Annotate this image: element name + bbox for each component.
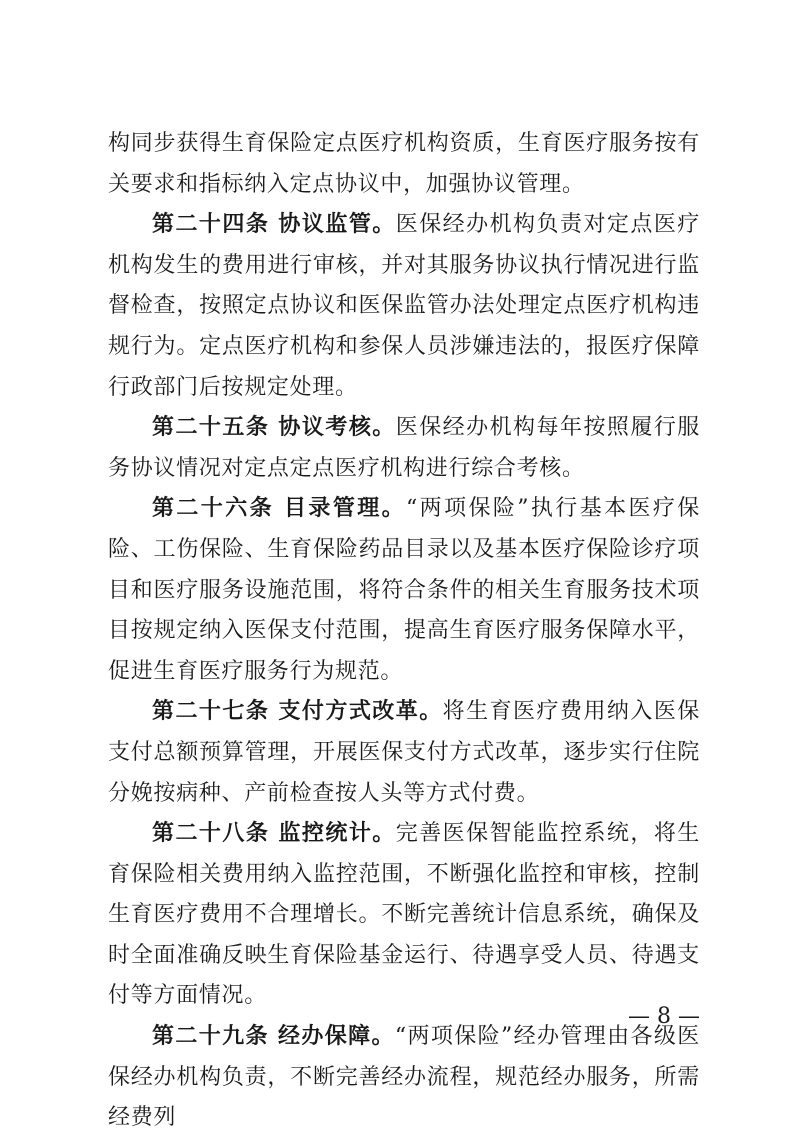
- article-28-heading: 第二十八条 监控统计。: [152, 821, 396, 847]
- article-25-text: 医保经办机构每年按照履行服务协议情况对定点定点医疗机构进行综合考核。: [108, 415, 700, 481]
- article-27-heading: 第二十七条 支付方式改革。: [152, 699, 443, 725]
- article-27-text: 将生育医疗费用纳入医保支付总额预算管理，开展医保支付方式改革，逐步实行住院分娩按病种、产前检查按人头等方式付费。: [108, 699, 700, 806]
- article-29-text: “两项保险”经办管理由各级医保经办机构负责，不断完善经办流程，规范经办服务，所需经费列: [108, 1024, 700, 1131]
- article-27-paragraph: [108, 692, 700, 814]
- article-26-text: “两项保险”执行基本医疗保险、工伤保险、生育保险药品目录以及基本医疗保险诊疗项目和医疗服务设施范围，将符合条件的相关生育服务技术项目按规定纳入医保支付范围，提高生育医疗服务保障水平，促进生育医疗服务行为规范。: [108, 496, 700, 684]
- article-29-paragraph: [108, 1017, 700, 1139]
- article-26-paragraph: [108, 489, 700, 692]
- article-26-heading: 第二十六条 目录管理。: [152, 496, 407, 522]
- article-25-heading: 第二十五条 协议考核。: [152, 415, 396, 441]
- paragraph-continuation: [108, 124, 700, 205]
- article-28-paragraph: [108, 814, 700, 1017]
- article-25-paragraph: [108, 408, 700, 489]
- paragraph-text: 构同步获得生育保险定点医疗机构资质，生育医疗服务按有关要求和指标纳入定点协议中，加强协议管理。: [108, 131, 700, 197]
- article-24-heading: 第二十四条 协议监管。: [152, 212, 396, 238]
- article-24-paragraph: [108, 205, 700, 408]
- page-number: — 8 —: [628, 1004, 700, 1029]
- article-28-text: 完善医保智能监控系统，将生育保险相关费用纳入监控范围，不断强化监控和审核，控制生育医疗费用不合理增长。不断完善统计信息系统，确保及时全面准确反映生育保险基金运行、待遇享受人员、待遇支付等方面情况。: [108, 821, 700, 1009]
- document-body: [108, 124, 700, 1139]
- article-29-heading: 第二十九条 经办保障。: [152, 1024, 395, 1050]
- article-24-text: 医保经办机构负责对定点医疗机构发生的费用进行审核，并对其服务协议执行情况进行监督检查，按照定点协议和医保监管办法处理定点医疗机构违规行为。定点医疗机构和参保人员涉嫌违法的，报医疗保障行政部门后按规定处理。: [108, 212, 700, 400]
